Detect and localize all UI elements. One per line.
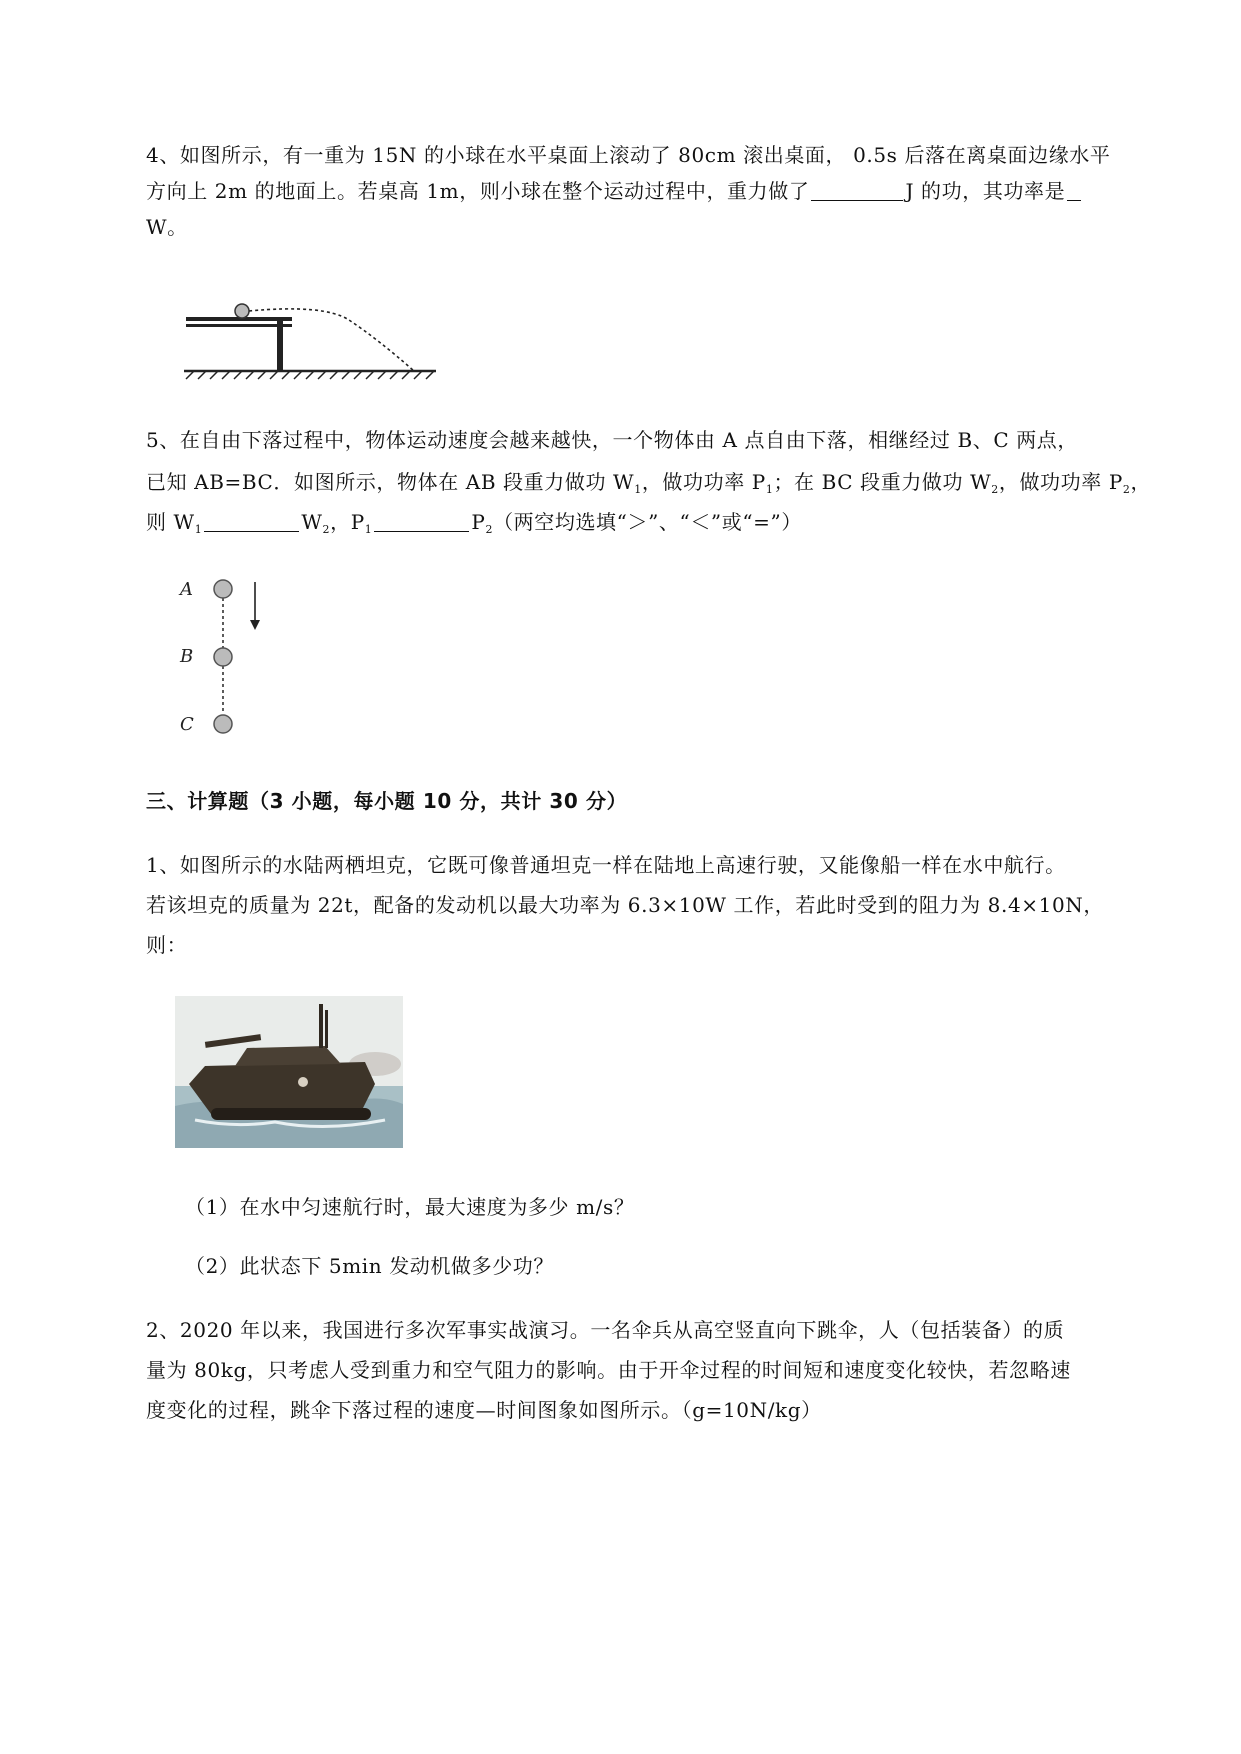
subscript: 1: [765, 483, 774, 496]
q4-line-1: 4、如图所示，有一重为 15N 的小球在水平桌面上滚动了 80cm 滚出桌面， 0.5s 后落在离桌面边缘水平: [146, 143, 1111, 167]
subscript: 2: [322, 523, 331, 536]
subscript: 1: [194, 523, 203, 536]
ball-a-icon: [214, 580, 232, 598]
free-fall-abc-diagram: [176, 570, 276, 745]
c1-line-1: 1、如图所示的水陆两栖坦克，它既可像普通坦克一样在陆地上高速行驶，又能像船一样在水中航行。: [146, 853, 1066, 877]
c2-line-2: 量为 80kg，只考虑人受到重力和空气阻力的影响。由于开伞过程的时间短和速度变化较快，若忽略速: [146, 1358, 1071, 1382]
tank-hull: [189, 1062, 375, 1116]
table-leg: [277, 321, 283, 371]
q5-line-2: [146, 470, 1151, 502]
subscript: 2: [485, 523, 494, 536]
section-heading: 三、计算题（3 小题，每小题 10 分，共计 30 分）: [146, 789, 628, 813]
table-ball-trajectory-diagram: [184, 298, 446, 382]
q5-line-3-part: 则 W: [146, 510, 195, 534]
q5-line-2-part: ，做功功率 P: [641, 470, 766, 494]
q5-line-3-part: W: [301, 510, 323, 534]
label-b: B: [180, 646, 194, 667]
q5-line-2-part: ；在 BC 段重力做功 W: [773, 470, 992, 494]
c2-line-3: 度变化的过程，跳伞下落过程的速度—时间图象如图所示。（g=10N/kg）: [146, 1398, 822, 1422]
subscript: 1: [634, 483, 642, 496]
ball-b-icon: [214, 648, 232, 666]
answer-blank-power[interactable]: [1067, 180, 1081, 201]
q5-line-3-part: ，P: [330, 510, 365, 534]
q5-line-1: 5、在自由下落过程中，物体运动速度会越来越快，一个物体由 A 点自由下落，相继经过 B、C 两点，: [146, 428, 1078, 452]
c1-sub-1: （1）在水中匀速航行时，最大速度为多少 m/s？: [185, 1195, 635, 1219]
tank-turret: [235, 1046, 341, 1066]
table-edge: [186, 324, 292, 327]
q5-line-3-part: P: [471, 510, 486, 534]
q4-line-2-text: 方向上 2m 的地面上。若桌高 1m，则小球在整个运动过程中，重力做了: [146, 179, 810, 203]
c2-line-1: 2、2020 年以来，我国进行多次军事实战演习。一名伞兵从高空竖直向下跳伞，人（包括装备）的质: [146, 1318, 1065, 1342]
answer-blank-p-compare[interactable]: [374, 511, 469, 532]
ball-c-icon: [214, 715, 232, 733]
q5-line-2-part: 已知 AB=BC．如图所示，物体在 AB 段重力做功 W: [146, 470, 635, 494]
c1-line-3: 则：: [146, 933, 188, 957]
q4-line-2-tail: J 的功，其功率是: [905, 179, 1066, 203]
answer-blank-work[interactable]: [811, 180, 903, 201]
subscript: 1: [364, 523, 373, 536]
subscript: 2: [991, 483, 999, 496]
q5-line-2-part: ，: [1130, 470, 1152, 494]
answer-blank-w-compare[interactable]: [204, 511, 299, 532]
q5-line-3-part: （两空均选填“＞”、“＜”或“=”）: [493, 510, 802, 534]
subscript: 2: [1122, 483, 1131, 496]
tank-snorkel: [319, 1004, 323, 1048]
tank-emblem: [298, 1077, 308, 1087]
q4-line-2: [146, 179, 1083, 203]
c1-line-2: 若该坦克的质量为 22t，配备的发动机以最大功率为 6.3×10W 工作，若此时受到的阻力为 8.4×10N，: [146, 893, 1104, 917]
q5-line-3: [146, 510, 802, 542]
q5-line-2-part: ，做功功率 P: [998, 470, 1123, 494]
q4-line-3: W。: [146, 215, 188, 239]
amphibious-tank-image: [175, 996, 403, 1148]
ball-icon: [235, 304, 249, 318]
label-c: C: [180, 714, 194, 735]
label-a: A: [180, 579, 193, 600]
tank-track: [211, 1108, 371, 1120]
arrow-head: [250, 620, 260, 630]
c1-sub-2: （2）此状态下 5min 发动机做多少功？: [185, 1254, 555, 1278]
tank-antenna: [325, 1010, 328, 1048]
